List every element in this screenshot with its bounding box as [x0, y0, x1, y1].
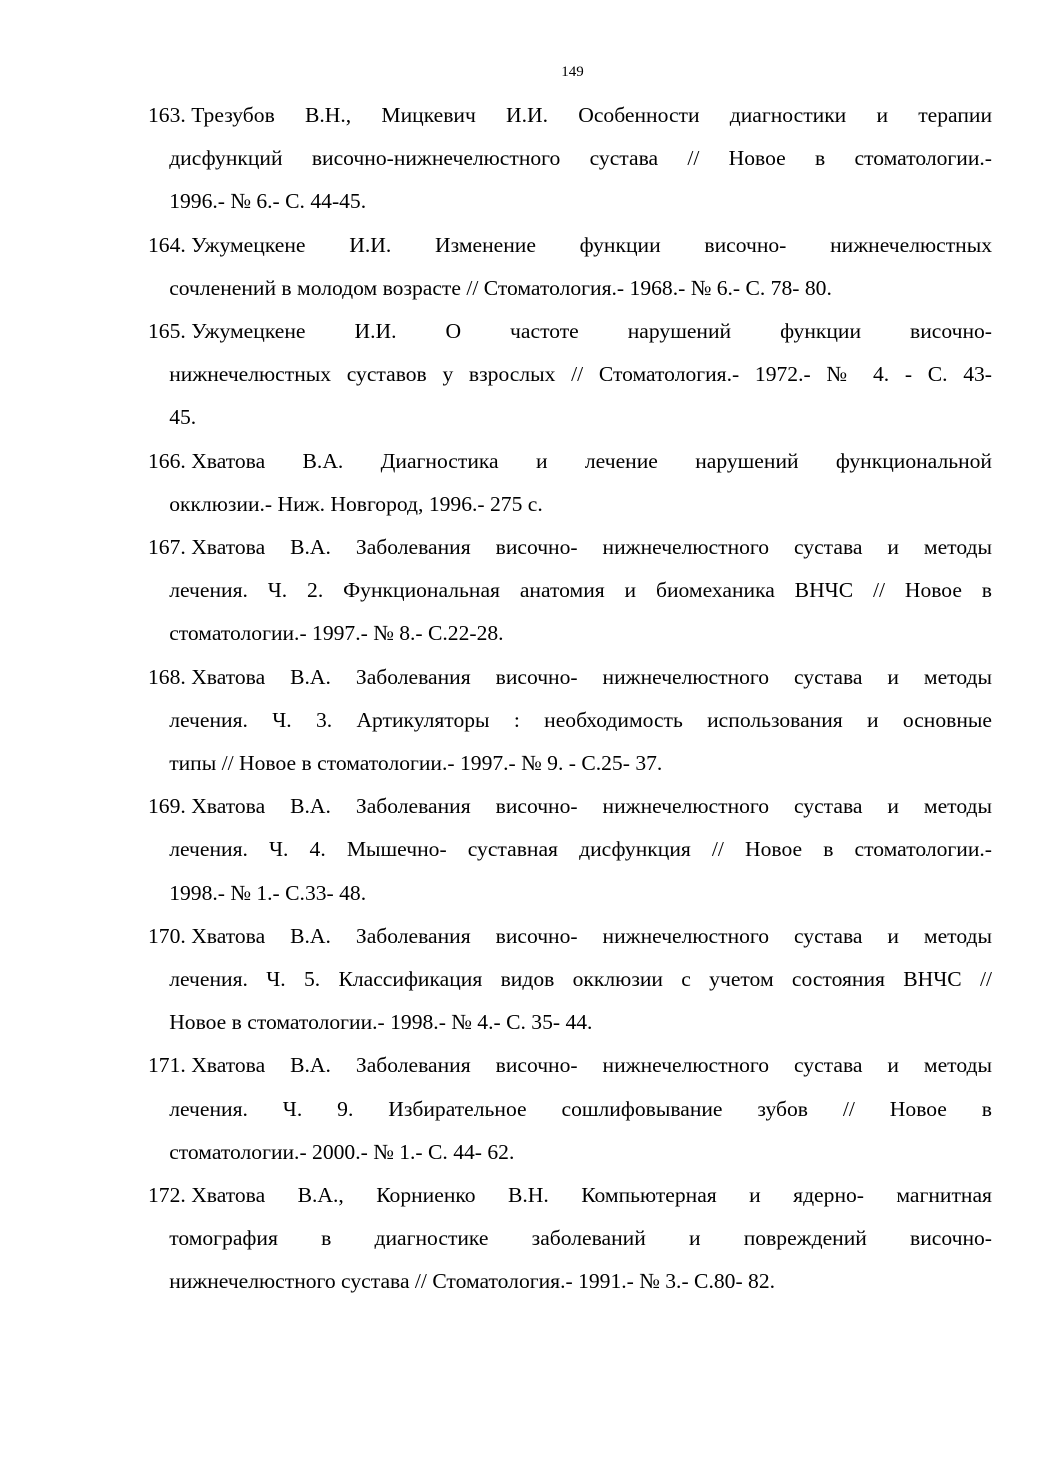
reference-item — [148, 526, 992, 656]
reference-line: Хватова В.А. Заболевания височно- нижнечелюстного сустава и методы — [191, 794, 992, 819]
reference-item — [148, 785, 992, 915]
reference-line: томография в диагностике заболеваний и повреждений височно- — [169, 1226, 992, 1251]
reference-line: Хватова В.А. Заболевания височно- нижнечелюстного сустава и методы — [191, 664, 992, 689]
reference-item — [148, 440, 992, 526]
reference-line: Ужумецкене И.И. Изменение функции височно- нижнечелюстных — [191, 232, 992, 257]
reference-line: Новое в стоматологии.- 1998.- № 4.- С. 35- 44. — [169, 1010, 593, 1035]
reference-number: 168. — [148, 664, 192, 689]
reference-number: 163. — [148, 103, 192, 127]
reference-line: нижнечелюстных суставов у взрослых // Стоматология.- 1972.- № 4. - С. 43- — [169, 362, 992, 387]
reference-number: 170. — [148, 923, 192, 948]
reference-line: нижнечелюстного сустава // Стоматология.- 1991.- № 3.- С.80- 82. — [169, 1269, 776, 1294]
reference-line: Ужумецкене И.И. О частоте нарушений функции височно- — [191, 319, 992, 344]
reference-line: лечения. Ч. 2. Функциональная анатомия и биомеханика ВНЧС // Новое в — [169, 578, 992, 603]
reference-line: лечения. Ч. 5. Классификация видов окклюзии с учетом состояния ВНЧС // — [169, 967, 992, 992]
page-number: 149 — [561, 64, 584, 80]
reference-number: 166. — [148, 448, 192, 473]
reference-line: окклюзии.- Ниж. Новгород, 1996.- 275 с. — [169, 491, 543, 516]
reference-line: дисфункций височно-нижнечелюстного сустава // Новое в стоматологии.- — [169, 146, 992, 171]
reference-number: 165. — [148, 319, 192, 344]
reference-list — [148, 94, 992, 1304]
reference-line: лечения. Ч. 9. Избирательное сошлифовывание зубов // Новое в — [169, 1096, 992, 1121]
reference-line: 1996.- № 6.- С. 44-45. — [169, 189, 367, 214]
reference-item — [148, 656, 992, 786]
reference-number: 167. — [148, 535, 192, 560]
reference-item — [148, 915, 992, 1045]
reference-line: Трезубов В.Н., Мицкевич И.И. Особенности диагностики и терапии — [191, 103, 992, 127]
reference-item — [148, 310, 992, 440]
reference-line: типы // Новое в стоматологии.- 1997.- № 9. - С.25- 37. — [169, 751, 663, 776]
reference-line: стоматологии.- 2000.- № 1.- С. 44- 62. — [169, 1139, 515, 1164]
reference-line: Хватова В.А., Корниенко В.Н. Компьютерная и ядерно- магнитная — [191, 1183, 992, 1208]
reference-line: лечения. Ч. 3. Артикуляторы : необходимость использования и основные — [169, 707, 992, 732]
reference-number: 171. — [148, 1053, 192, 1078]
reference-line: Хватова В.А. Заболевания височно- нижнечелюстного сустава и методы — [191, 535, 992, 560]
reference-item — [148, 224, 992, 310]
reference-item — [148, 94, 992, 224]
reference-line: 1998.- № 1.- С.33- 48. — [169, 880, 367, 905]
reference-line: Хватова В.А. Заболевания височно- нижнечелюстного сустава и методы — [191, 1053, 992, 1078]
reference-item — [148, 1044, 992, 1174]
reference-number: 172. — [148, 1183, 192, 1208]
reference-line: Хватова В.А. Диагностика и лечение нарушений функциональной — [191, 448, 992, 473]
reference-line: стоматологии.- 1997.- № 8.- С.22-28. — [169, 621, 504, 646]
reference-line: Хватова В.А. Заболевания височно- нижнечелюстного сустава и методы — [191, 923, 992, 948]
reference-number: 164. — [148, 232, 192, 257]
reference-number: 169. — [148, 794, 192, 819]
reference-line: лечения. Ч. 4. Мышечно- суставная дисфункция // Новое в стоматологии.- — [169, 837, 992, 862]
reference-item — [148, 1174, 992, 1304]
reference-line: 45. — [169, 405, 197, 430]
reference-line: сочленений в молодом возрасте // Стоматология.- 1968.- № 6.- С. 78- 80. — [169, 275, 832, 300]
